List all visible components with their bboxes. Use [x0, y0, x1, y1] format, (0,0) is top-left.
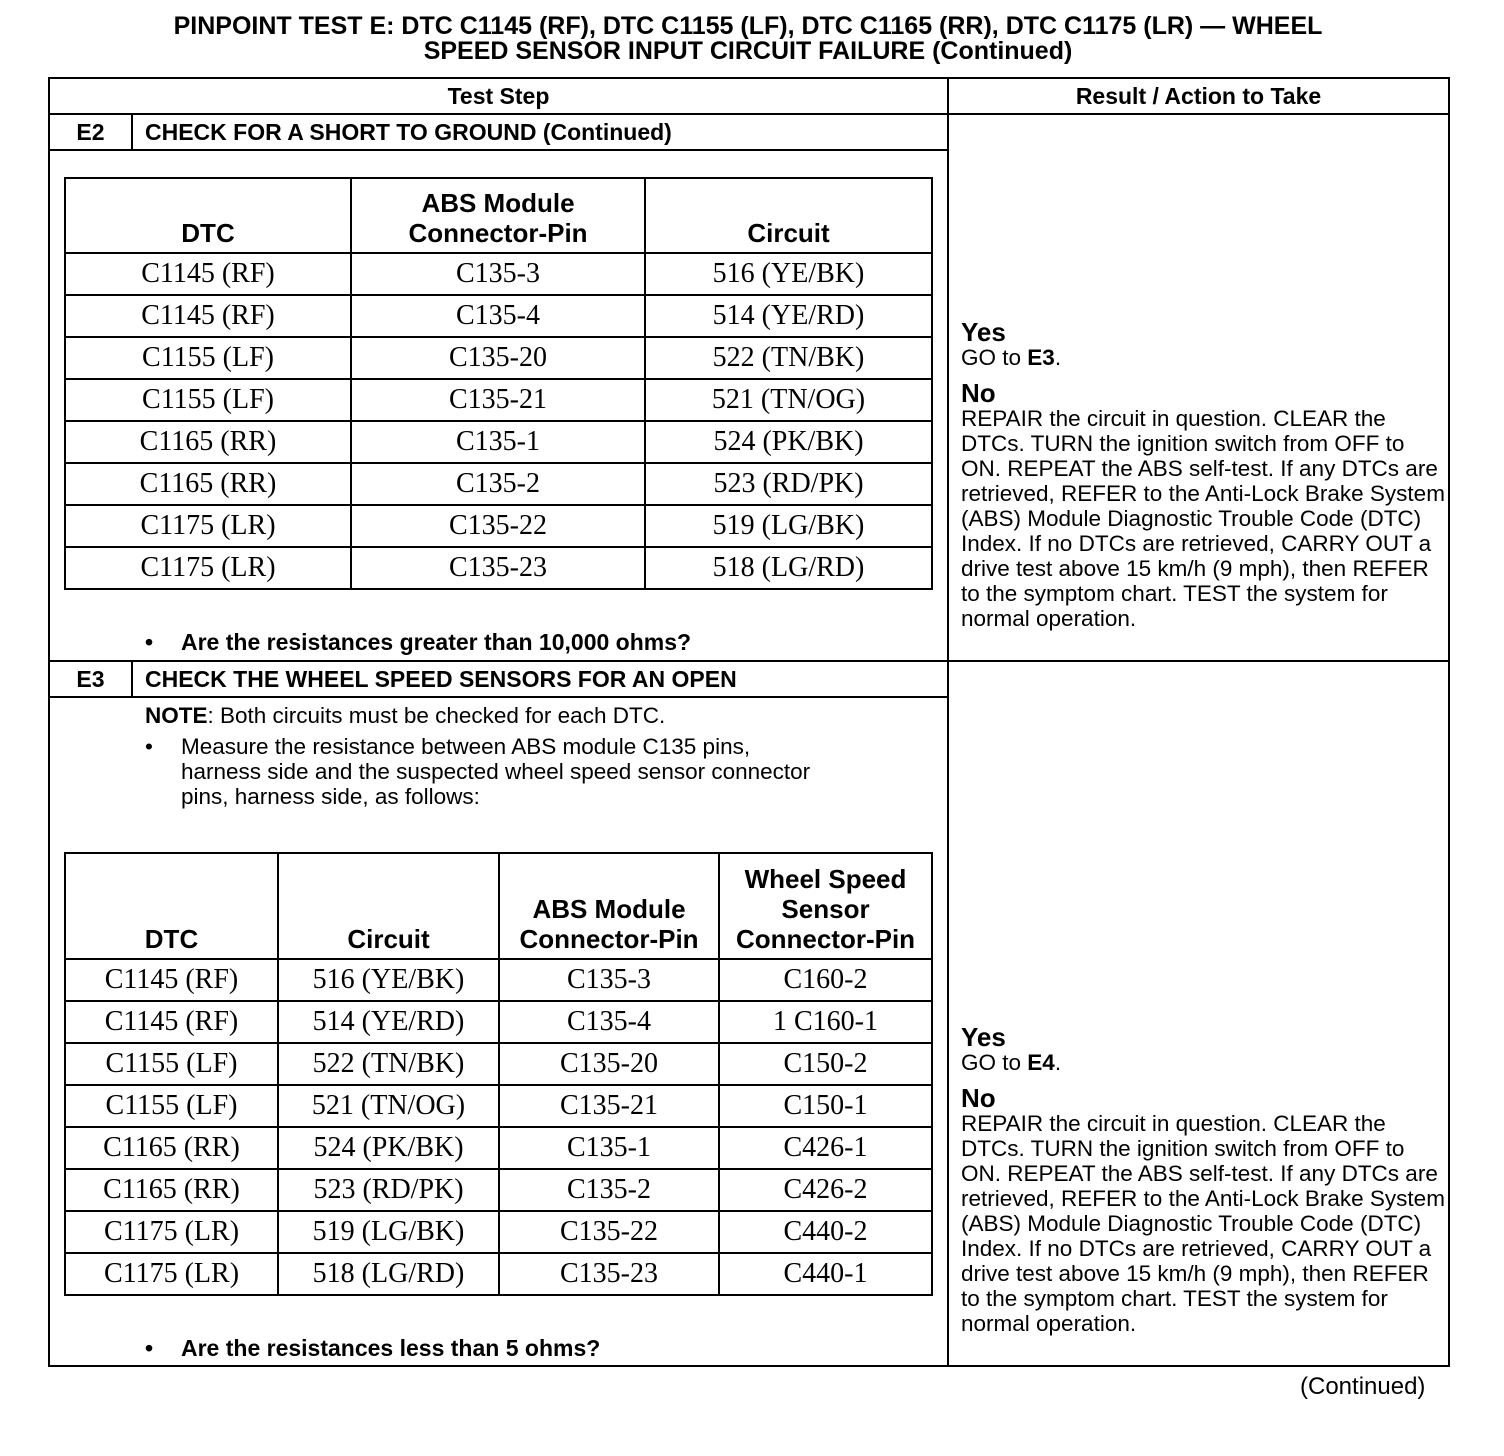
cell: C1175 (LR)	[65, 1253, 278, 1295]
cell: C135-1	[351, 421, 645, 463]
table-row	[65, 253, 932, 295]
e2-col-abs-pin-line-1: ABS Module	[421, 188, 575, 218]
e2-result-yes-text	[961, 345, 1061, 370]
cell: 514 (YE/RD)	[645, 295, 932, 337]
table-row	[65, 295, 932, 337]
e2-bullet: •	[145, 629, 154, 655]
e3-yes-pre: GO to	[961, 1050, 1028, 1075]
e2-circuit-table	[64, 177, 933, 590]
e3-question: Are the resistances less than 5 ohms?	[181, 1335, 601, 1361]
e2-id-divider	[131, 113, 133, 151]
e2-result-yes-label: Yes	[961, 317, 1006, 347]
table-border-top	[48, 77, 1450, 79]
cell: C135-21	[351, 379, 645, 421]
cell: C426-1	[719, 1127, 932, 1169]
cell: 1 C160-1	[719, 1001, 932, 1043]
cell: 522 (TN/BK)	[645, 337, 932, 379]
cell: C1145 (RF)	[65, 1001, 278, 1043]
cell: 516 (YE/BK)	[278, 959, 499, 1001]
e3-col-dtc: DTC	[65, 853, 278, 959]
cell: C1165 (RR)	[65, 1127, 278, 1169]
e2-yes-post: .	[1054, 345, 1062, 370]
table-row	[65, 1211, 932, 1253]
e3-col-circuit: Circuit	[278, 853, 499, 959]
step-title-e3: CHECK THE WHEEL SPEED SENSORS FOR AN OPEN	[145, 666, 737, 692]
e3-col-wss-pin	[719, 853, 932, 959]
header-result-action: Result / Action to Take	[1075, 83, 1322, 109]
table-row	[65, 1043, 932, 1085]
e3-col-wss-pin-line-3: Connector-Pin	[735, 924, 916, 954]
cell: C135-4	[351, 295, 645, 337]
e3-title-divider	[48, 696, 949, 698]
cell: 519 (LG/BK)	[278, 1211, 499, 1253]
cell: C1175 (LR)	[65, 1211, 278, 1253]
e2-yes-target: E3	[1027, 345, 1055, 370]
e3-yes-post: .	[1054, 1050, 1062, 1075]
cell: C1175 (LR)	[65, 547, 351, 589]
e2-col-circuit: Circuit	[645, 178, 932, 253]
table-border-bottom	[48, 1365, 1450, 1367]
table-border-left	[48, 77, 50, 1367]
cell: C1165 (RR)	[65, 1169, 278, 1211]
e2-col-dtc: DTC	[65, 178, 351, 253]
e3-result-no-text: REPAIR the circuit in question. CLEAR the DTCs. TURN the ignition switch from OFF to ON. REPEAT the ABS self-test. If any DTCs are retrieved, REFER to the Anti-Lock Brake System (ABS) Module Diagnostic Trouble Code (DTC) Index. If no DTCs are retrieved, CARRY OUT a drive test above 15 km/h (9 mph), then REFER to the symptom chart. TEST the system for normal operation.	[961, 1111, 1445, 1336]
e3-instruction-bullet: •	[145, 734, 153, 759]
e2-col-abs-pin-line-2: Connector-Pin	[408, 218, 588, 248]
cell: C135-4	[499, 1001, 719, 1043]
cell: C1165 (RR)	[65, 463, 351, 505]
cell: C1155 (LF)	[65, 1043, 278, 1085]
page-title-line-2: SPEED SENSOR INPUT CIRCUIT FAILURE (Continued)	[423, 37, 1073, 65]
cell: C150-1	[719, 1085, 932, 1127]
cell: C135-23	[351, 547, 645, 589]
cell: 518 (LG/RD)	[278, 1253, 499, 1295]
table-row	[65, 505, 932, 547]
cell: 523 (RD/PK)	[645, 463, 932, 505]
cell: 519 (LG/BK)	[645, 505, 932, 547]
e3-instruction-line-3: pins, harness side, as follows:	[181, 784, 480, 809]
cell: C135-22	[351, 505, 645, 547]
page-title-line-1: PINPOINT TEST E: DTC C1145 (RF), DTC C1155 (LF), DTC C1165 (RR), DTC C1175 (LR) — WHEEL	[173, 12, 1323, 40]
cell: 521 (TN/OG)	[645, 379, 932, 421]
table-row	[65, 547, 932, 589]
cell: 522 (TN/BK)	[278, 1043, 499, 1085]
step-id-e2: E2	[76, 119, 105, 145]
page-title	[60, 14, 1436, 64]
cell: C440-2	[719, 1211, 932, 1253]
cell: C135-2	[499, 1169, 719, 1211]
table-row	[65, 1253, 932, 1295]
header-divider	[48, 113, 1450, 115]
continued-label: (Continued)	[1300, 1373, 1426, 1400]
cell: C135-1	[499, 1127, 719, 1169]
table-border-right	[1448, 77, 1450, 1367]
e2-col-abs-pin	[351, 178, 645, 253]
table-row	[65, 463, 932, 505]
cell: C160-2	[719, 959, 932, 1001]
e3-col-abs-pin-line-1: ABS Module	[532, 894, 686, 924]
e3-result-yes-label: Yes	[961, 1022, 1006, 1052]
cell: C440-1	[719, 1253, 932, 1295]
cell: C1155 (LF)	[65, 1085, 278, 1127]
e3-result-yes-text	[961, 1050, 1061, 1075]
cell: C1175 (LR)	[65, 505, 351, 547]
table-row	[65, 379, 932, 421]
cell: C135-20	[499, 1043, 719, 1085]
cell: C150-2	[719, 1043, 932, 1085]
cell: C135-3	[499, 959, 719, 1001]
table-row	[65, 421, 932, 463]
cell: 521 (TN/OG)	[278, 1085, 499, 1127]
e3-col-abs-pin	[499, 853, 719, 959]
cell: C135-3	[351, 253, 645, 295]
e3-note-text: : Both circuits must be checked for each DTC.	[207, 703, 666, 728]
e3-col-abs-pin-line-2: Connector-Pin	[519, 924, 699, 954]
e2-result-no-label: No	[961, 378, 996, 408]
cell: C1145 (RF)	[65, 959, 278, 1001]
cell: C135-22	[499, 1211, 719, 1253]
table-row	[65, 1001, 932, 1043]
cell: C135-21	[499, 1085, 719, 1127]
step-id-e3: E3	[76, 666, 105, 692]
e3-sensor-table	[64, 852, 933, 1296]
cell: C135-2	[351, 463, 645, 505]
e3-instruction-line-2: harness side and the suspected wheel speed sensor connector	[181, 759, 811, 784]
table-row	[65, 1085, 932, 1127]
table-row	[65, 1127, 932, 1169]
cell: 524 (PK/BK)	[278, 1127, 499, 1169]
cell: C426-2	[719, 1169, 932, 1211]
table-row	[65, 959, 932, 1001]
e2-question: Are the resistances greater than 10,000 ohms?	[181, 629, 692, 655]
cell: C135-23	[499, 1253, 719, 1295]
e3-bullet: •	[145, 1335, 154, 1361]
cell: 523 (RD/PK)	[278, 1169, 499, 1211]
e3-instruction-line-1: Measure the resistance between ABS module C135 pins,	[181, 734, 751, 759]
column-divider	[947, 77, 949, 1367]
e2-yes-pre: GO to	[961, 345, 1028, 370]
e3-col-wss-pin-line-1: Wheel Speed	[744, 864, 907, 894]
e3-result-no-label: No	[961, 1083, 996, 1113]
cell: C135-20	[351, 337, 645, 379]
table-row	[65, 337, 932, 379]
cell: 514 (YE/RD)	[278, 1001, 499, 1043]
e2-result-no-text: REPAIR the circuit in question. CLEAR the DTCs. TURN the ignition switch from OFF to ON. REPEAT the ABS self-test. If any DTCs are retrieved, REFER to the Anti-Lock Brake System (ABS) Module Diagnostic Trouble Code (DTC) Index. If no DTCs are retrieved, CARRY OUT a drive test above 15 km/h (9 mph), then REFER to the symptom chart. TEST the system for normal operation.	[961, 406, 1445, 631]
cell: C1155 (LF)	[65, 379, 351, 421]
e3-id-divider	[131, 660, 133, 698]
e3-note-label: NOTE	[145, 703, 208, 728]
step-divider	[48, 660, 1450, 662]
cell: 518 (LG/RD)	[645, 547, 932, 589]
e3-col-wss-pin-line-2: Sensor	[781, 894, 870, 924]
cell: C1145 (RF)	[65, 295, 351, 337]
e3-yes-target: E4	[1027, 1050, 1055, 1075]
cell: C1145 (RF)	[65, 253, 351, 295]
header-test-step: Test Step	[447, 83, 550, 109]
e3-note	[145, 703, 665, 728]
e2-title-divider	[48, 149, 949, 151]
cell: 524 (PK/BK)	[645, 421, 932, 463]
table-row	[65, 1169, 932, 1211]
cell: C1165 (RR)	[65, 421, 351, 463]
step-title-e2: CHECK FOR A SHORT TO GROUND (Continued)	[145, 119, 672, 145]
cell: 516 (YE/BK)	[645, 253, 932, 295]
cell: C1155 (LF)	[65, 337, 351, 379]
